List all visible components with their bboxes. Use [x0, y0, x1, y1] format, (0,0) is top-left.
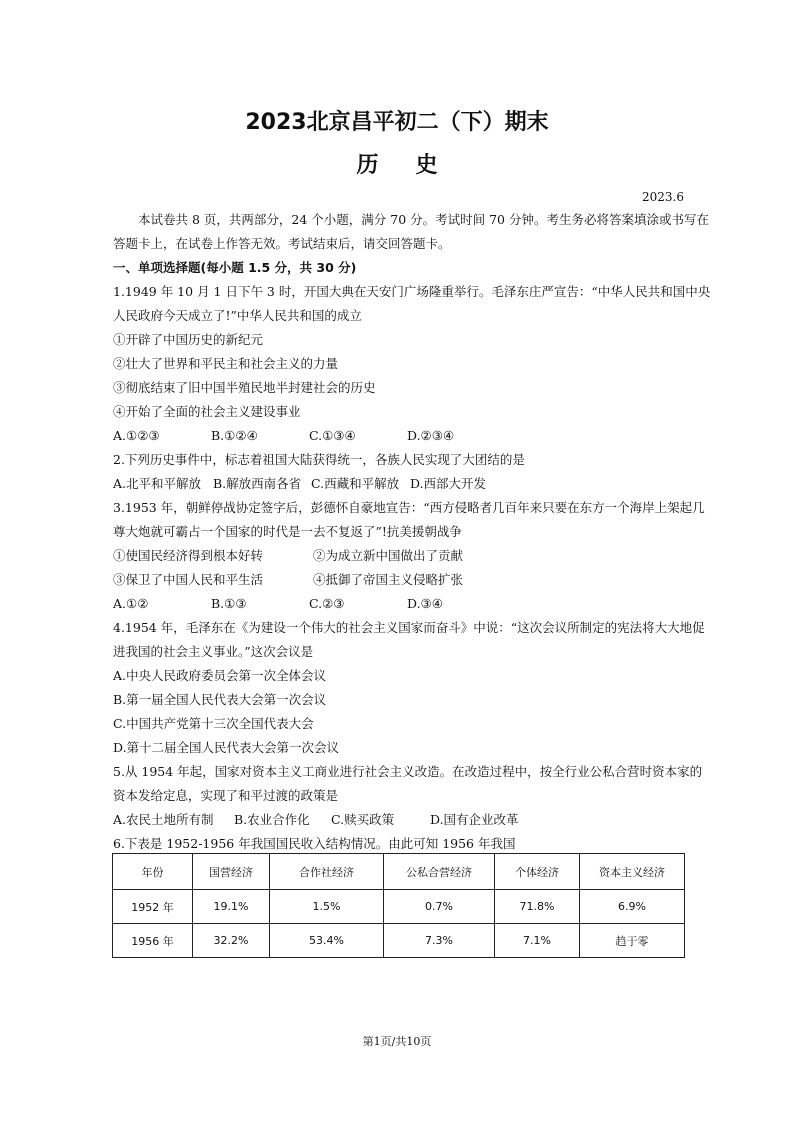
q4-option-a[interactable]: A.中央人民政府委员会第一次全体会议 [113, 668, 327, 683]
intro-line-1: 本试卷共 8 页，共两部分，24 个小题，满分 70 分。考试时间 70 分钟。考生务必将答案填涂或书写在 [138, 212, 709, 227]
subject-char-1: 历 [356, 153, 379, 178]
q4-option-c[interactable]: C.中国共产党第十三次全国代表大会 [113, 716, 314, 731]
q1-option-c[interactable]: C.①③④ [309, 428, 356, 443]
q5-option-d[interactable]: D.国有企业改革 [430, 812, 519, 827]
table-header-cell: 个体经济 [495, 854, 580, 890]
exam-content [113, 208, 711, 856]
q3-line-1: 3.1953 年，朝鲜停战协定签字后，彭德怀自豪地宣告：“西方侵略者几百年来只要在东方一个海岸上架起几 [113, 500, 705, 515]
table-cell: 0.7% [384, 890, 495, 924]
q1-item-4: ④开始了全面的社会主义建设事业 [113, 404, 301, 419]
q3-items-row-2 [113, 568, 685, 592]
table-cell: 1.5% [270, 890, 384, 924]
q3-option-b[interactable]: B.①③ [211, 596, 247, 611]
table-cell: 7.1% [495, 924, 580, 958]
q1-option-a[interactable]: A.①②③ [113, 428, 160, 443]
table-header-cell: 国营经济 [193, 854, 270, 890]
q3-item-3: ③保卫了中国人民和平生活 [113, 572, 264, 587]
q3-item-2: ②为成立新中国做出了贡献 [313, 548, 464, 563]
q2-options [113, 472, 685, 496]
table-cell: 32.2% [193, 924, 270, 958]
q2-line-1: 2.下列历史事件中，标志着祖国大陆获得统一，各族人民实现了大团结的是 [113, 452, 525, 467]
q2-option-b[interactable]: B.解放西南各省 [213, 476, 302, 491]
q2-option-c[interactable]: C.西藏和平解放 [311, 476, 400, 491]
q5-option-b[interactable]: B.农业合作化 [234, 812, 310, 827]
table-row [113, 890, 685, 924]
q5-line-2: 资本发给定息，实现了和平过渡的政策是 [113, 788, 339, 803]
q4-line-2: 进我国的社会主义事业。”这次会议是 [113, 644, 314, 659]
page-number: 第1页/共10页 [362, 1035, 432, 1048]
q3-options [113, 592, 685, 616]
table-header-cell: 公私合营经济 [384, 854, 495, 890]
table-cell: 19.1% [193, 890, 270, 924]
q5-options [113, 808, 685, 832]
q4-option-d[interactable]: D.第十二届全国人民代表大会第一次会议 [113, 740, 340, 755]
q6-line-1: 6.下表是 1952-1956 年我国国民收入结构情况。由此可知 1956 年我国 [113, 836, 516, 851]
table-header-row [113, 854, 685, 890]
q3-items-row-1 [113, 544, 685, 568]
table-cell: 1956 年 [113, 924, 193, 958]
table-cell: 1952 年 [113, 890, 193, 924]
q3-option-a[interactable]: A.①② [113, 596, 149, 611]
q5-option-c[interactable]: C.赎买政策 [331, 812, 395, 827]
exam-title: 2023北京昌平初二（下）期末 [245, 110, 549, 135]
q1-item-2: ②壮大了世界和平民主和社会主义的力量 [113, 356, 339, 371]
table-row [113, 924, 685, 958]
q3-item-1: ①使国民经济得到根本好转 [113, 548, 264, 563]
q1-options [113, 424, 685, 448]
q1-item-3: ③彻底结束了旧中国半殖民地半封建社会的历史 [113, 380, 376, 395]
q5-line-1: 5.从 1954 年起，国家对资本主义工商业进行社会主义改造。在改造过程中，按全行业公私合营时资本家的 [113, 764, 703, 779]
table-cell: 趋于零 [580, 924, 685, 958]
subject-char-2: 史 [415, 153, 438, 178]
table-cell: 7.3% [384, 924, 495, 958]
table-cell: 53.4% [270, 924, 384, 958]
exam-date: 2023.6 [642, 190, 684, 204]
q1-line-1: 1.1949 年 10 月 1 日下午 3 时，开国大典在天安门广场隆重举行。毛泽东庄严宣告：“中华人民共和国中央 [113, 284, 711, 299]
q3-option-d[interactable]: D.③④ [407, 596, 443, 611]
q2-option-a[interactable]: A.北平和平解放 [113, 476, 202, 491]
table-header-cell: 年份 [113, 854, 193, 890]
table-cell: 6.9% [580, 890, 685, 924]
table-header-cell: 合作社经济 [270, 854, 384, 890]
q3-option-c[interactable]: C.②③ [309, 596, 345, 611]
q3-line-2: 尊大炮就可霸占一个国家的时代是一去不复返了”!抗美援朝战争 [113, 524, 462, 539]
table-header-cell: 资本主义经济 [580, 854, 685, 890]
q1-option-d[interactable]: D.②③④ [407, 428, 455, 443]
q3-item-4: ④抵御了帝国主义侵略扩张 [313, 572, 464, 587]
table-cell: 71.8% [495, 890, 580, 924]
income-structure-table [112, 853, 685, 958]
q1-line-2: 人民政府今天成立了!”中华人民共和国的成立 [113, 308, 362, 323]
q4-line-1: 4.1954 年，毛泽东在《为建设一个伟大的社会主义国家而奋斗》中说：“这次会议所制定的宪法将大大地促 [113, 620, 705, 635]
intro-line-2: 答题卡上，在试卷上作答无效。考试结束后，请交回答题卡。 [113, 236, 451, 251]
q1-option-b[interactable]: B.①②④ [211, 428, 258, 443]
q4-option-b[interactable]: B.第一届全国人民代表大会第一次会议 [113, 692, 327, 707]
subject-title [0, 148, 794, 179]
q2-option-d[interactable]: D.西部大开发 [410, 476, 487, 491]
q1-item-1: ①开辟了中国历史的新纪元 [113, 332, 264, 347]
q5-option-a[interactable]: A.农民土地所有制 [113, 812, 214, 827]
section-title: 一、单项选择题(每小题 1.5 分，共 30 分) [113, 260, 357, 275]
